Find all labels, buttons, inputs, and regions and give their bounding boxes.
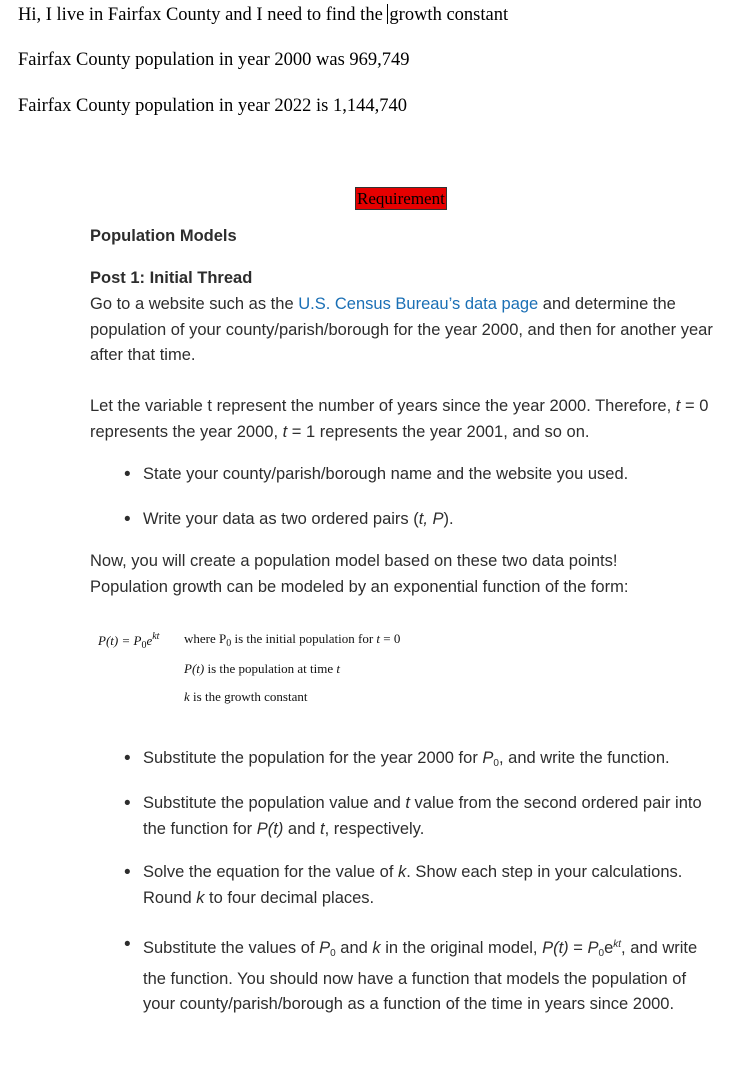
bullet-item-5-k2: k: [196, 888, 205, 907]
bullet-item-1: [120, 462, 720, 488]
bullet-item-6-e: e: [604, 939, 614, 957]
paragraph-2: [90, 394, 730, 445]
paragraph-3: Now, you will create a population model based on these two data points! Population growth can be modeled by an exponential function of the form:: [90, 552, 629, 596]
bullet-item-6-p-sub: 0: [330, 948, 336, 959]
formula-line-3-text: is the growth constant: [189, 689, 308, 704]
formula-line-2: [184, 661, 340, 677]
formula-lhs: P(t) = P: [98, 633, 142, 648]
bullet-item-2-vars: t, P: [418, 510, 444, 528]
formula-where-post: is the initial population for: [231, 631, 377, 646]
paragraph-2-a: Let the variable t represent the number of years since the year 2000. Therefore,: [90, 397, 676, 415]
bullet-item-3-sub: 0: [493, 758, 499, 769]
formula-where-end: = 0: [380, 631, 401, 646]
bullet-item-1-text: State your county/parish/borough name and the website you used.: [143, 465, 629, 483]
bullet-item-2-post: ).: [443, 510, 454, 528]
bullet-item-6-mid: in the original model,: [380, 939, 543, 957]
bullet-item-6-post: , and write the function. You should now have a function that models the population of your county/parish/borough as a function of the time in years since 2000.: [143, 939, 698, 1013]
bullet-item-4-pre: Substitute the population value and: [143, 794, 406, 812]
bullet-item-5-mid: . Show each step in your calculations. Round: [143, 863, 683, 907]
formula-where-sub: 0: [226, 638, 232, 649]
question-line-1: [18, 4, 508, 26]
post-title: Post 1: Initial Thread: [90, 269, 253, 287]
question-line-1-end: growth constant: [389, 5, 509, 25]
census-link[interactable]: U.S. Census Bureau’s data page: [298, 295, 539, 313]
question-line-2: Fairfax County population in year 2000 was 969,749: [18, 50, 410, 70]
formula-line-2-var: t: [336, 661, 340, 676]
question-line-1-text: Hi, I live in Fairfax County and I need to find the: [18, 5, 388, 25]
bullet-item-2: [120, 507, 720, 533]
paragraph-2-t2: t: [282, 422, 288, 441]
bullet-item-6-pre: Substitute the values of: [143, 939, 320, 957]
bullet-item-4-mid: value from the second ordered pair into the function for: [143, 794, 702, 838]
bullet-item-6-p2: P: [587, 939, 599, 957]
paragraph-1-post: and determine the population of your county/parish/borough for the year 2000, and then for another year after that time.: [90, 295, 713, 364]
formula-e: e: [146, 633, 153, 648]
bullet-item-4-pt: P(t): [256, 819, 284, 838]
bullet-item-6-p2-sub: 0: [598, 948, 605, 959]
formula-lhs-sub: 0: [141, 640, 147, 651]
formula-line-2-text: is the population at time: [204, 661, 337, 676]
bullet-item-2-pre: Write your data as two ordered pairs (: [143, 510, 419, 528]
formula-line-2-fn: P(t): [184, 661, 205, 676]
bullet-item-4-t2: t: [320, 819, 325, 838]
bullet-item-6-and: and: [335, 939, 373, 957]
bullet-item-4-and: and: [283, 819, 321, 838]
bullet-item-5-k: k: [398, 863, 407, 881]
bullet-item-6-eq: =: [568, 939, 588, 957]
paragraph-2-c: = 1 represents the year 2001, and so on.: [287, 422, 590, 441]
question-line-3: Fairfax County population in year 2022 is 1,144,740: [18, 96, 407, 116]
paragraph-2-b: = 0 represents the year 2000,: [90, 397, 709, 441]
bullet-item-6: [120, 932, 720, 1018]
formula-sup: kt: [152, 631, 160, 642]
bullet-item-6-sup: kt: [613, 939, 622, 950]
formula-line-1: [98, 631, 159, 651]
bullet-item-4-t: t: [405, 794, 410, 812]
formula-where-pre: where P: [184, 631, 227, 646]
bullet-item-4: [120, 791, 720, 842]
bullet-item-6-k: k: [372, 939, 381, 957]
bullet-item-3-var: P: [482, 749, 494, 767]
formula-where-var: t: [376, 631, 381, 646]
bullet-item-3-post: , and write the function.: [498, 749, 670, 767]
formula-where: [184, 631, 400, 649]
bullet-item-4-post: , respectively.: [324, 819, 425, 838]
formula-line-3: [184, 689, 308, 705]
bullet-item-6-p: P: [319, 939, 331, 957]
requirement-label: Requirement: [357, 189, 445, 208]
paragraph-1: [90, 292, 720, 369]
paragraph-2-t1: t: [675, 397, 681, 415]
bullet-item-6-pt: P(t): [542, 939, 569, 957]
bullet-item-5-post: to four decimal places.: [204, 888, 375, 907]
paragraph-1-pre: Go to a website such as the: [90, 295, 299, 313]
bullet-item-3: [120, 746, 720, 777]
bullet-item-5: [120, 860, 720, 911]
bullet-item-5-pre: Solve the equation for the value of: [143, 863, 399, 881]
bullet-item-3-pre: Substitute the population for the year 2000 for: [143, 749, 483, 767]
assignment-title: Population Models: [90, 227, 237, 245]
formula-line-3-var: k: [184, 689, 190, 704]
